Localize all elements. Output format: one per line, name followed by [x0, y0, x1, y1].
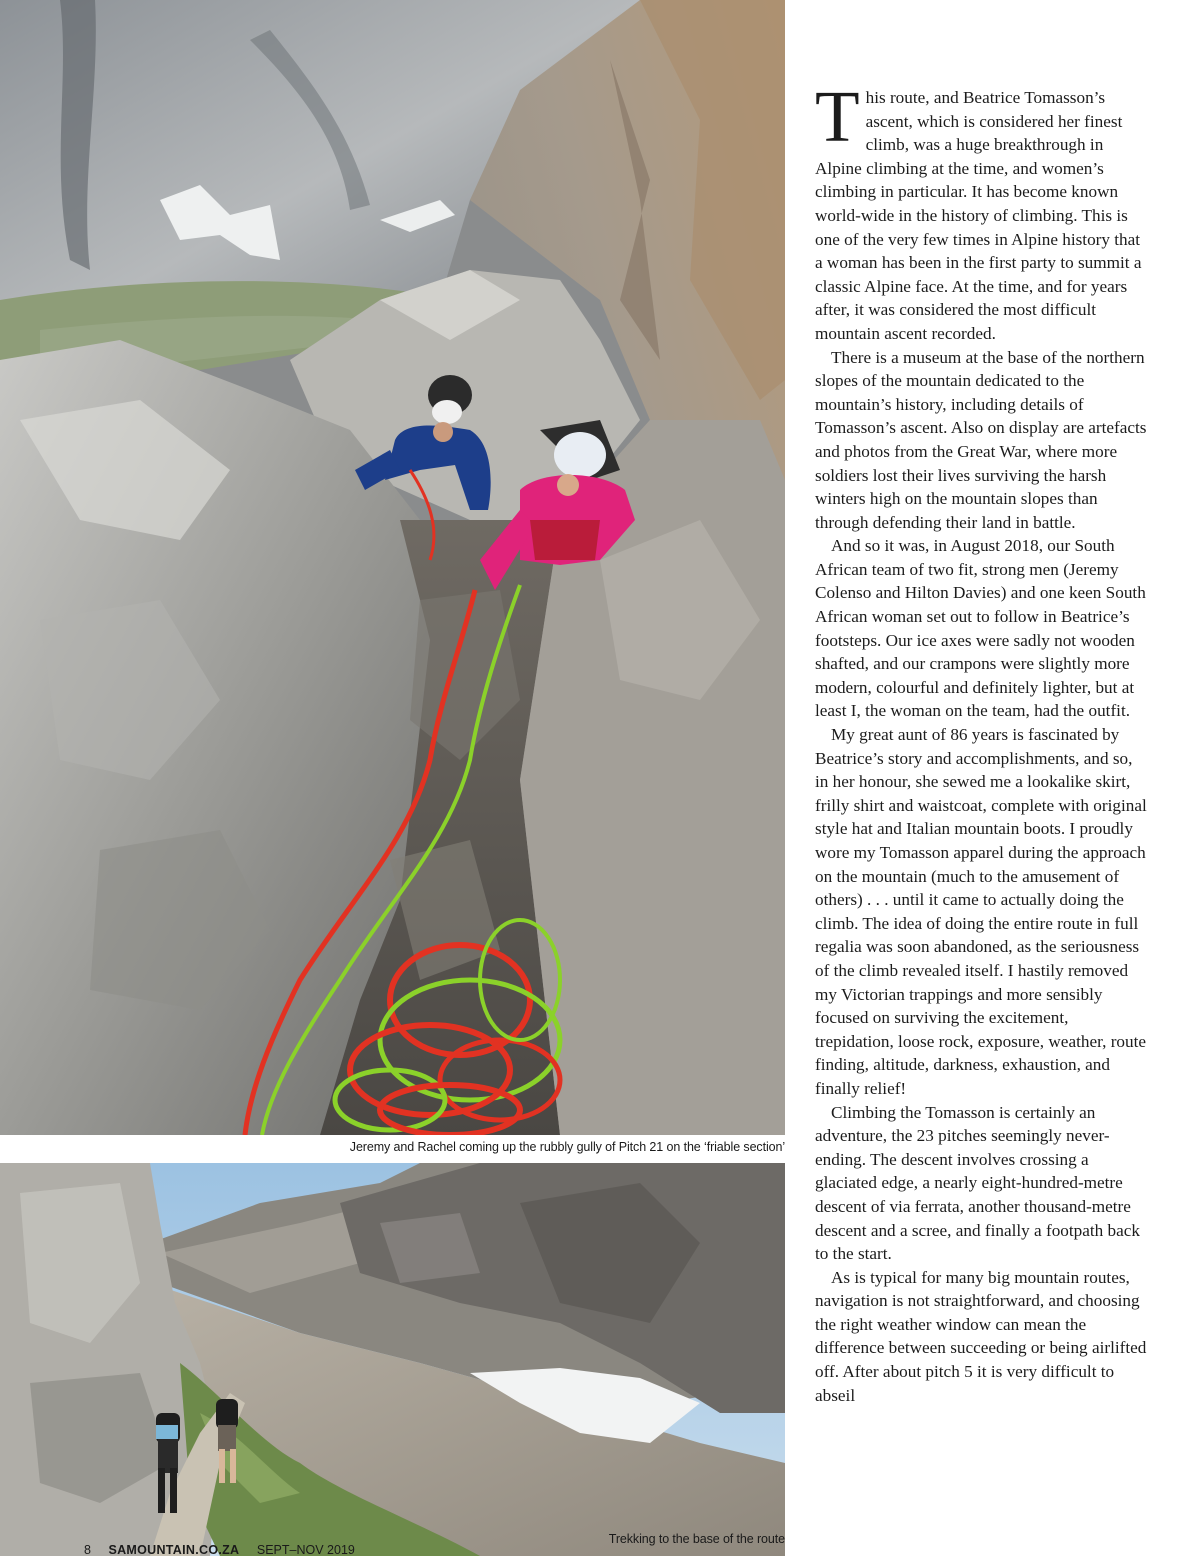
top-photo-caption: Jeremy and Rachel coming up the rubbly gully of Pitch 21 on the ‘friable section’	[349, 1140, 785, 1154]
issue-date: SEPT–NOV 2019	[256, 1543, 355, 1557]
page-footer	[84, 1543, 369, 1557]
article-paragraph-3: And so it was, in August 2018, our South African team of two fit, strong men (Jeremy Colenso and Hilton Davies) and one keen South African woman set out to follow in Beatrice’s footsteps. Our ice axes were sadly not wooden shafted, and our crampons were slightly more modern, colourful and definitely lighter, but at least I, the woman on the team, had the outfit.	[815, 536, 1146, 721]
trek-illustration	[0, 1163, 785, 1556]
climbing-photo-gully	[0, 0, 785, 1135]
article-paragraph-6: As is typical for many big mountain routes, navigation is not straightforward, and choosing the right weather window can mean the difference between succeeding or being airlifted off. After about pitch 5 it is very difficult to abseil	[815, 1267, 1147, 1405]
article-paragraph-1	[815, 76, 1150, 346]
article-paragraph-2: There is a museum at the base of the northern slopes of the mountain dedicated to the mountain’s history, including details of Tomasson’s ascent. Also on display are artefacts and photos from the Great War, where more soldiers lost their lives surviving the harsh winters high on the mountain slopes than through defending their land in battle.	[815, 347, 1147, 532]
bottom-photo-caption: Trekking to the base of the route	[608, 1532, 785, 1546]
article-paragraph-5: Climbing the Tomasson is certainly an adventure, the 23 pitches seemingly never-ending. The descent involves crossing a glaciated edge, a nearly eight-hundred-metre descent of via ferrata, another thousand-metre descent and a scree, and finally a footpath back to the start.	[815, 1102, 1140, 1264]
drop-cap: T	[815, 76, 860, 157]
website-url: SAMOUNTAIN.CO.ZA	[108, 1543, 240, 1557]
article-paragraph-4: My great aunt of 86 years is fascinated by Beatrice’s story and accomplishments, and so, in her honour, she sewed me a lookalike skirt, frilly shirt and waistcoat, complete with original style hat and Italian mountain boots. I proudly wore my Tomasson apparel during the approach on the mountain (much to the amusement of others) . . . until it came to actually doing the climb. The idea of doing the entire route in full regalia was soon abandoned, as the seriousness of the climb revealed itself. I hastily removed my Victorian trappings and more sensibly focused on surviving the excitement, trepidation, loose rock, exposure, weather, route finding, altitude, darkness, exhaustion, and finally relief!	[815, 725, 1147, 1098]
page-number: 8	[84, 1543, 91, 1557]
article-body	[815, 76, 1150, 1407]
trekking-photo	[0, 1163, 785, 1556]
gully-illustration	[0, 0, 785, 1135]
paragraph-text: his route, and Beatrice Tomasson’s ascent, which is considered her finest climb, was a huge breakthrough in Alpine climbing at the time, and women’s climbing in particular. It has become known world-wide in the history of climbing. This is one of the very few times in Alpine history that a woman has been in the first party to summit a classic Alpine face. At the time, and for years after, it was considered the most difficult mountain ascent recorded.	[815, 88, 1142, 343]
